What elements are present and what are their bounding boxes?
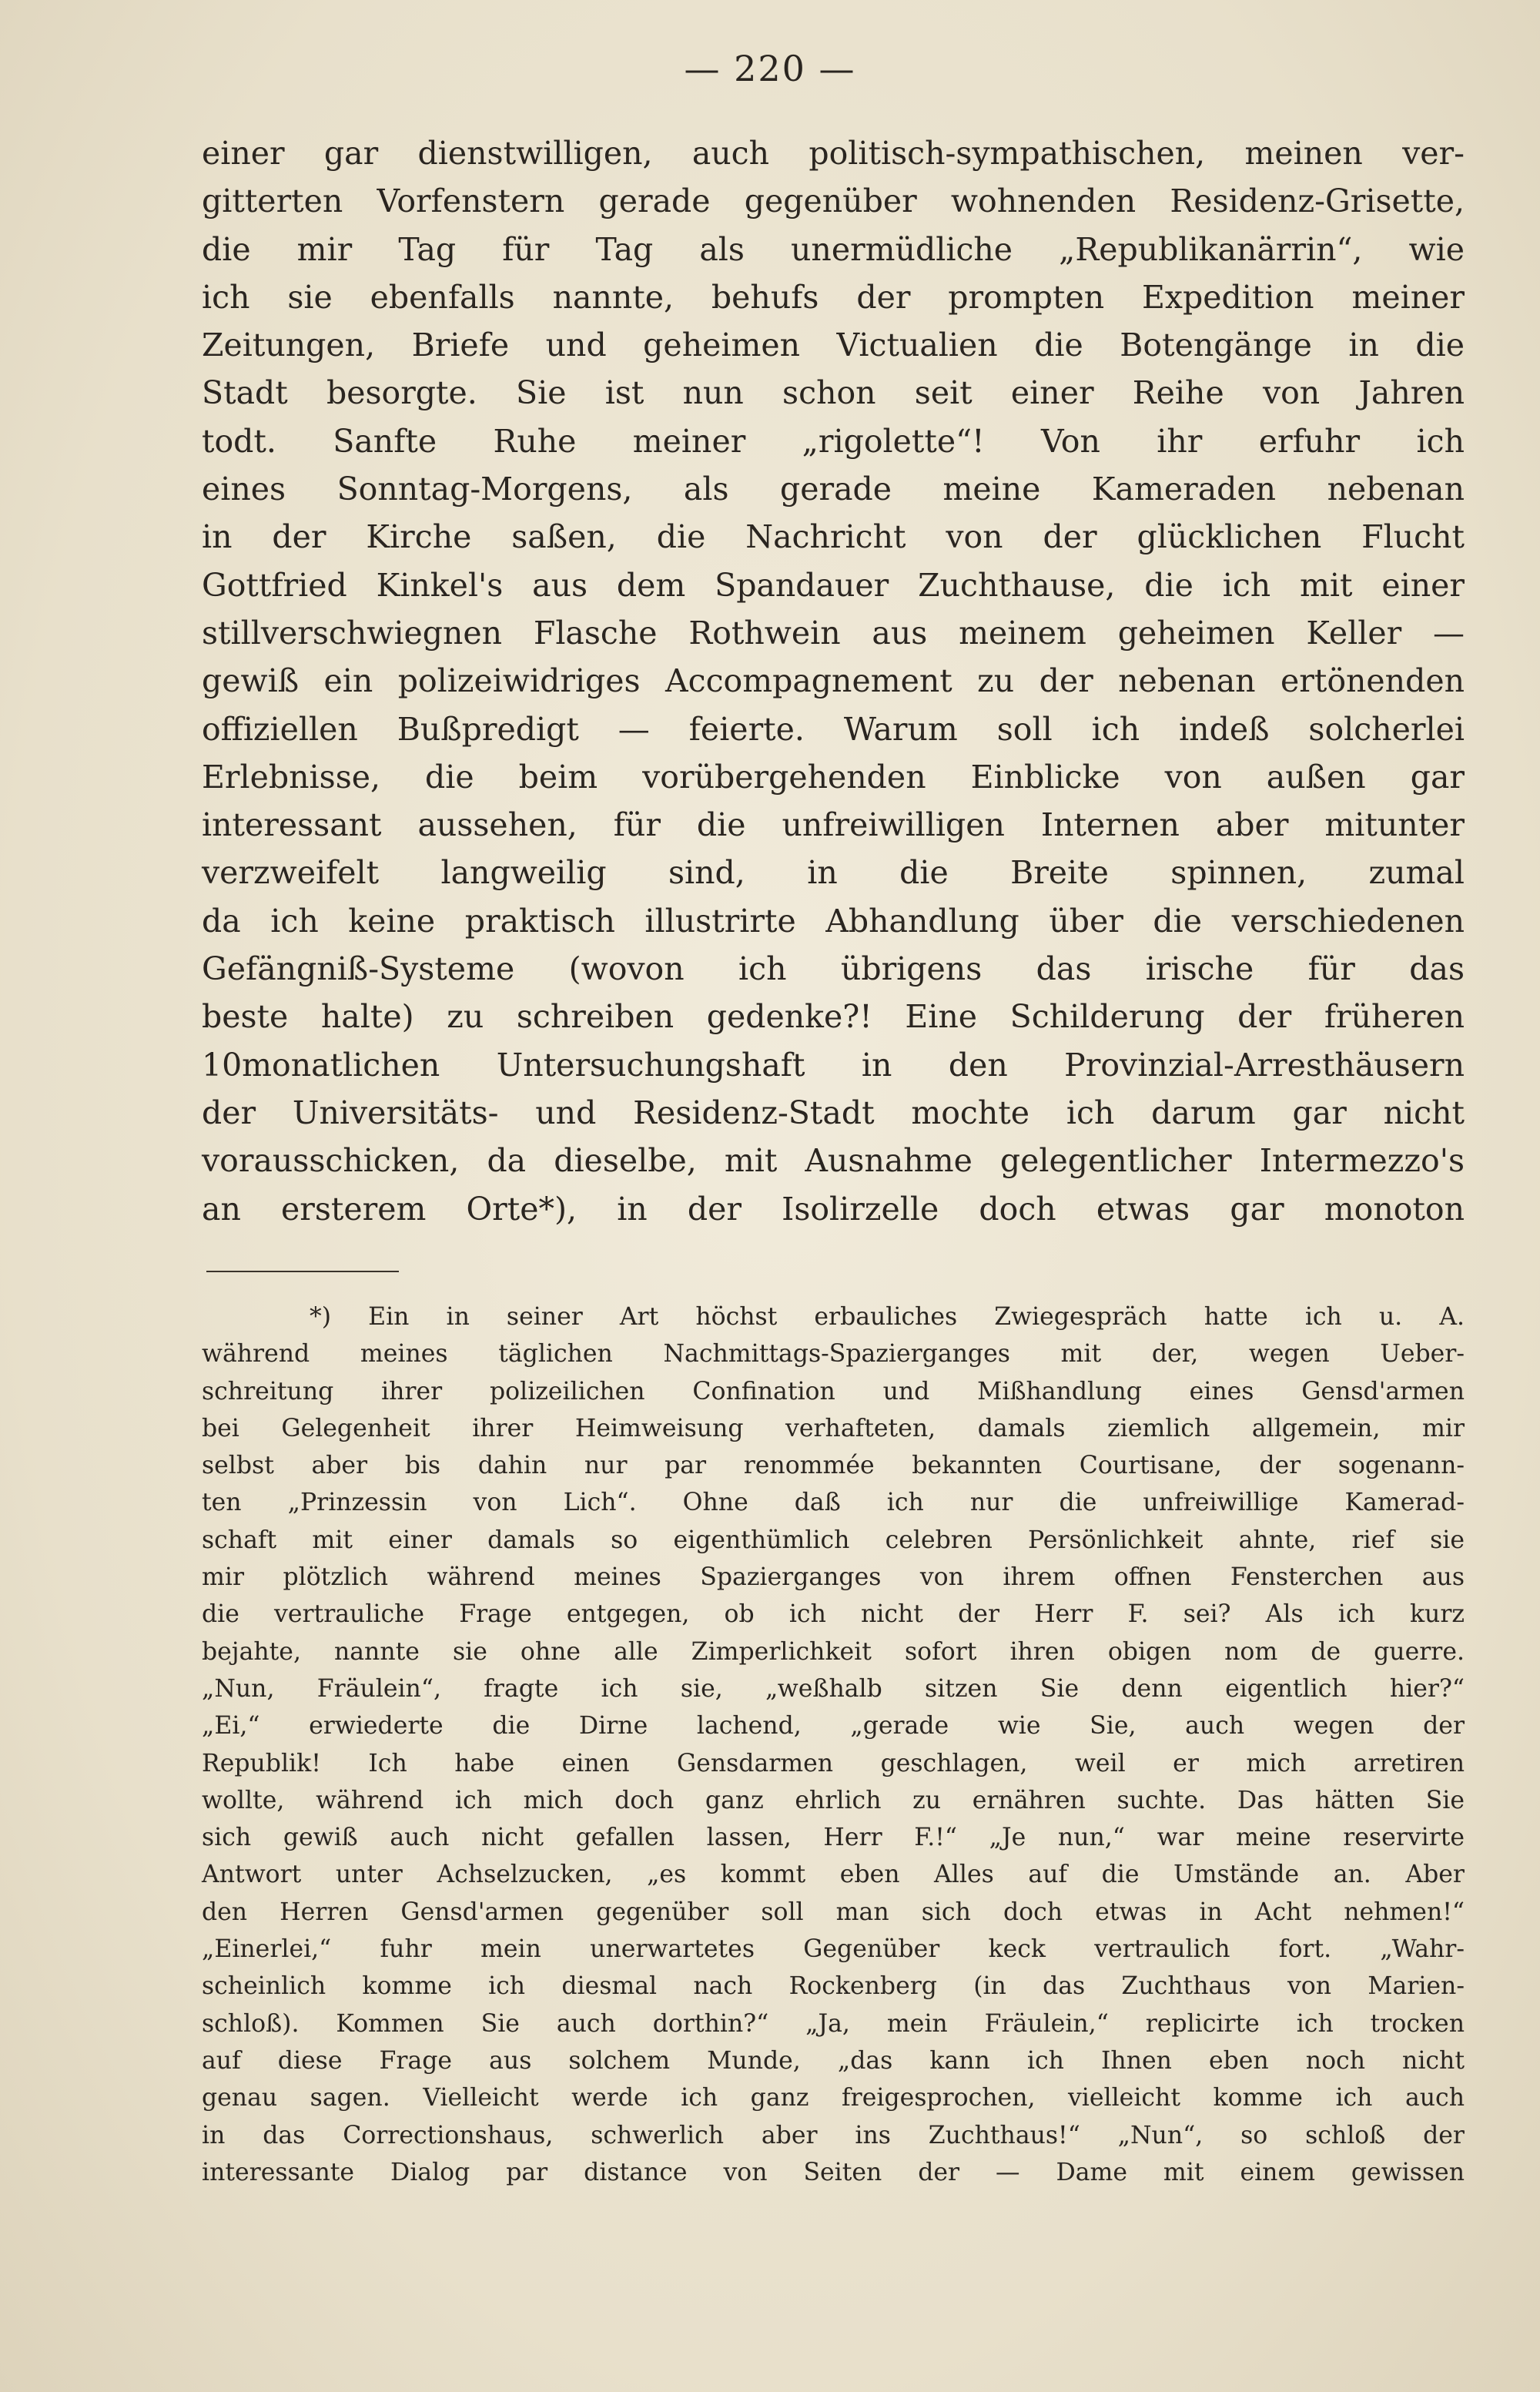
footnote-line: die vertrauliche Frage entgegen, ob ich nicht der Herr F. sei? Als ich kurz	[202, 1600, 1465, 1629]
text-line: Zeitungen, Briefe und geheimen Victualien die Botengänge in die	[202, 327, 1465, 364]
footnote-line: „Nun, Fräulein“, fragte ich sie, „weßhalb sitzen Sie denn eigentlich hier?“	[202, 1674, 1465, 1703]
footnote-line: den Herren Gensd'armen gegenüber soll man sich doch etwas in Acht nehmen!“	[202, 1898, 1465, 1926]
main-text-block	[202, 129, 1465, 1233]
text-line: gitterten Vorfenstern gerade gegenüber wohnenden Residenz-Grisette,	[202, 183, 1465, 220]
footnote-line: genau sagen. Vielleicht werde ich ganz freigesprochen, vielleicht komme ich auch	[202, 2084, 1465, 2112]
footnote-line: sich gewiß auch nicht gefallen lassen, Herr F.!“ „Je nun,“ war meine reservirte	[202, 1824, 1465, 1852]
footnote-line: *) Ein in seiner Art höchst erbauliches Zwiegespräch hatte ich u. A.	[310, 1303, 1465, 1331]
text-line: interessant aussehen, für die unfreiwilligen Internen aber mitunter	[202, 806, 1465, 844]
text-line: ich sie ebenfalls nannte, behufs der prompten Expedition meiner	[202, 278, 1465, 316]
footnote-line: ten „Prinzessin von Lich“. Ohne daß ich nur die unfreiwillige Kamerad-	[202, 1489, 1465, 1517]
footnote-line: schloß). Kommen Sie auch dorthin?“ „Ja, mein Fräulein,“ replicirte ich trocken	[202, 2009, 1465, 2038]
text-line: der Universitäts- und Residenz-Stadt mochte ich darum gar nicht	[202, 1094, 1465, 1131]
footnote-line: schreitung ihrer polizeilichen Confination und Mißhandlung eines Gensd'armen	[202, 1377, 1465, 1405]
footnote-line: in das Correctionshaus, schwerlich aber ins Zuchthaus!“ „Nun“, so schloß der	[202, 2121, 1465, 2149]
text-line: da ich keine praktisch illustrirte Abhandlung über die verschiedenen	[202, 902, 1465, 940]
footnote-line: bejahte, nannte sie ohne alle Zimperlichkeit sofort ihren obigen nom de guerre.	[202, 1637, 1465, 1666]
text-line: gewiß ein polizeiwidriges Accompagnement zu der nebenan ertönenden	[202, 662, 1465, 700]
text-line: offiziellen Bußpredigt — feierte. Warum soll ich indeß solcherlei	[202, 710, 1465, 748]
page-number: — 220 —	[684, 48, 856, 89]
text-line: Gottfried Kinkel's aus dem Spandauer Zuchthause, die ich mit einer	[202, 566, 1465, 604]
footnote-line: bei Gelegenheit ihrer Heimweisung verhafteten, damals ziemlich allgemein, mir	[202, 1414, 1465, 1442]
text-line: beste halte) zu schreiben gedenke?! Eine Schilderung der früheren	[202, 998, 1465, 1036]
footnote-block	[202, 1298, 1465, 2191]
footnote-line: Antwort unter Achselzucken, „es kommt eben Alles auf die Umstände an. Aber	[202, 1861, 1465, 1889]
text-line: vorausschicken, da dieselbe, mit Ausnahme gelegentlicher Intermezzo's	[202, 1142, 1465, 1180]
footnote-line: auf diese Frage aus solchem Munde, „das kann ich Ihnen eben noch nicht	[202, 2046, 1465, 2075]
text-line: die mir Tag für Tag als unermüdliche „Republikanärrin“, wie	[202, 230, 1465, 268]
footnote-line: während meines täglichen Nachmittags-Spazierganges mit der, wegen Ueber-	[202, 1340, 1465, 1369]
footnote-line: selbst aber bis dahin nur par renommée bekannten Courtisane, der sogenann-	[202, 1452, 1465, 1480]
text-line: 10monatlichen Untersuchungshaft in den Provinzial-Arresthäusern	[202, 1046, 1465, 1084]
text-line: verzweifelt langweilig sind, in die Breite spinnen, zumal	[202, 854, 1465, 892]
footnote-line: Republik! Ich habe einen Gensdarmen geschlagen, weil er mich arretiren	[202, 1749, 1465, 1777]
footnote-line: wollte, während ich mich doch ganz ehrlich zu ernähren suchte. Das hätten Sie	[202, 1786, 1465, 1814]
footnote-line: interessante Dialog par distance von Seiten der — Dame mit einem gewissen	[202, 2158, 1465, 2186]
text-line: Stadt besorgte. Sie ist nun schon seit einer Reihe von Jahren	[202, 374, 1465, 412]
text-line: eines Sonntag-Morgens, als gerade meine Kameraden nebenan	[202, 471, 1465, 508]
text-line: Gefängniß-Systeme (wovon ich übrigens das irische für das	[202, 950, 1465, 988]
text-line: an ersterem Orte*), in der Isolirzelle doch etwas gar monoton	[202, 1190, 1465, 1228]
text-line: Erlebnisse, die beim vorübergehenden Einblicke von außen gar	[202, 758, 1465, 796]
footnote-divider	[206, 1271, 399, 1272]
footnote-line: scheinlich komme ich diesmal nach Rockenberg (in das Zuchthaus von Marien-	[202, 1972, 1465, 2001]
text-line: in der Kirche saßen, die Nachricht von der glücklichen Flucht	[202, 518, 1465, 556]
text-line: stillverschwiegnen Flasche Rothwein aus meinem geheimen Keller —	[202, 614, 1465, 652]
footnote-line: schaft mit einer damals so eigenthümlich celebren Persönlichkeit ahnte, rief sie	[202, 1526, 1465, 1554]
footnote-line: mir plötzlich während meines Spazierganges von ihrem offnen Fensterchen aus	[202, 1563, 1465, 1592]
footnote-line: „Einerlei,“ fuhr mein unerwartetes Gegenüber keck vertraulich fort. „Wahr-	[202, 1935, 1465, 1964]
text-line: todt. Sanfte Ruhe meiner „rigolette“! Von ihr erfuhr ich	[202, 422, 1465, 460]
text-line: einer gar dienstwilligen, auch politisch-sympathischen, meinen ver-	[202, 135, 1465, 172]
footnote-line: „Ei,“ erwiederte die Dirne lachend, „gerade wie Sie, auch wegen der	[202, 1712, 1465, 1740]
